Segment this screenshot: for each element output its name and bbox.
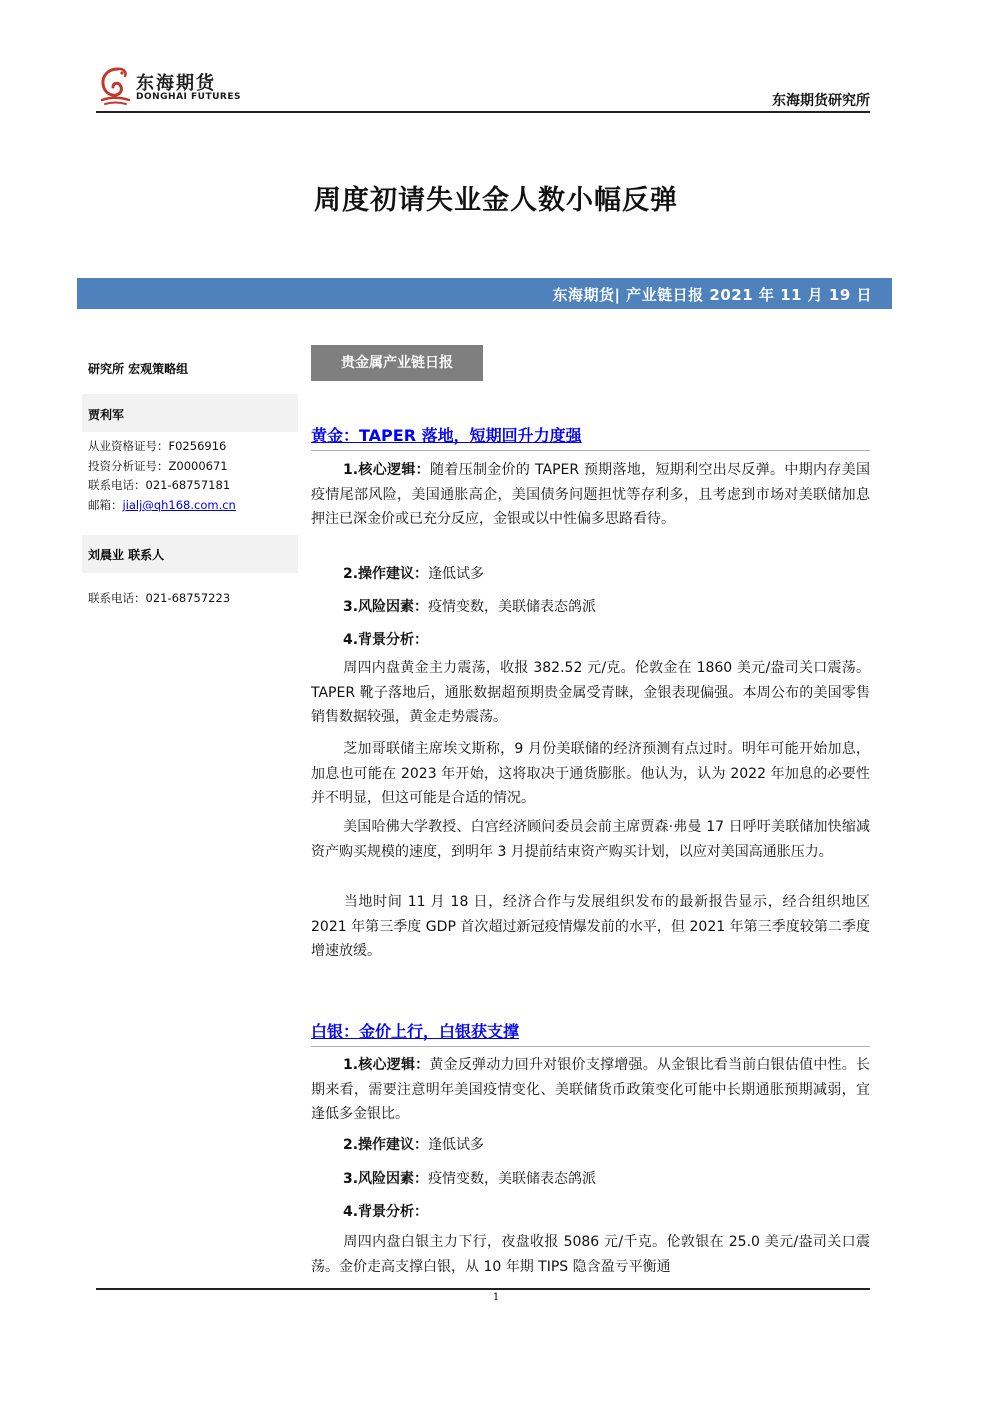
silver-paragraph bbox=[311, 1230, 870, 1279]
email-label: 邮箱： bbox=[88, 498, 123, 512]
silver-core-text: 黄金反弹动力回升对银价支撑增强。从金银比看当前白银估值中性。长期来看，需要注意明年美国疫情变化、美联储货币政策变化可能中长期通胀预期减弱，宜逢低多金银比。 bbox=[311, 1057, 871, 1122]
footer-divider bbox=[96, 1288, 870, 1290]
section-tag: 贵金属产业链日报 bbox=[311, 345, 483, 381]
gold-core-label: 1.核心逻辑： bbox=[343, 462, 430, 478]
gold-heading[interactable]: 黄金：TAPER 落地，短期回升力度强 bbox=[311, 426, 582, 445]
gold-advice-label: 2.操作建议： bbox=[343, 566, 429, 582]
logo-english-text: DONGHAI FUTURES bbox=[136, 92, 241, 102]
gold-core-logic bbox=[311, 458, 870, 532]
gold-advice bbox=[343, 563, 484, 583]
gold-paragraph bbox=[311, 815, 870, 864]
silver-core-logic bbox=[311, 1053, 870, 1127]
silver-heading[interactable]: 白银：金价上行，白银获支撑 bbox=[311, 1022, 520, 1041]
gold-risk-text: 疫情变数，美联储表态鸽派 bbox=[428, 599, 597, 615]
gold-advice-text: 逢低试多 bbox=[428, 566, 485, 582]
banner-text: 东海期货| 产业链日报 2021 年 11 月 19 日 bbox=[552, 286, 872, 304]
gold-heading-rule bbox=[311, 450, 870, 451]
gold-risk-label: 3.风险因素： bbox=[343, 599, 429, 615]
header-divider bbox=[96, 111, 870, 113]
gold-background bbox=[343, 629, 428, 649]
institute-name: 东海期货研究所 bbox=[772, 93, 870, 109]
silver-heading-rule bbox=[311, 1046, 870, 1047]
qualification-number: 从业资格证号：F0256916 bbox=[88, 439, 227, 453]
silver-bg-label: 4.背景分析： bbox=[343, 1204, 429, 1220]
silver-paragraph-text: 周四内盘白银主力下行，夜盘收报 5086 元/千克。伦敦银在 25.0 美元/盎司关口震荡。金价走高支撑白银，从 10 年期 TIPS 隐含盈亏平衡通 bbox=[311, 1234, 870, 1275]
dragon-logo-icon bbox=[98, 66, 132, 106]
silver-risk-label: 3.风险因素： bbox=[343, 1171, 429, 1187]
analysis-cert-number: 投资分析证号：Z0000671 bbox=[88, 459, 228, 473]
page-number: 1 bbox=[492, 1292, 500, 1303]
gold-paragraph-text: 周四内盘黄金主力震荡，收报 382.52 元/克。伦敦金在 1860 美元/盎司关口震荡。TAPER 靴子落地后，通胀数据超预期贵金属受青睐，金银表现偏强。本周公布的美国零售销售数据较强，黄金走势震荡。 bbox=[311, 660, 870, 725]
report-title: 周度初请失业金人数小幅反弹 bbox=[314, 185, 678, 216]
analyst-name: 贾利军 bbox=[88, 408, 125, 422]
silver-advice-label: 2.操作建议： bbox=[343, 1137, 429, 1153]
gold-bg-label: 4.背景分析： bbox=[343, 632, 429, 648]
gold-paragraph-text: 芝加哥联储主席埃文斯称，9 月份美联储的经济预测有点过时。明年可能开始加息，加息也可能在 2023 年开始，这将取决于通货膨胀。他认为，认为 2022 年加息的必要性并不明显，但这可能是合适的情况。 bbox=[311, 741, 870, 806]
gold-risk bbox=[343, 596, 596, 616]
analyst-email-line bbox=[88, 497, 236, 513]
gold-paragraph-text: 美国哈佛大学教授、白宫经济顾问委员会前主席贾森·弗曼 17 日呼吁美联储加快缩减资产购买规模的速度，到明年 3 月提前结束资产购买计划，以应对美国高通胀压力。 bbox=[311, 819, 870, 860]
email-link[interactable]: jialj@qh168.com.cn bbox=[122, 498, 236, 512]
company-logo bbox=[96, 66, 241, 108]
silver-core-label: 1.核心逻辑： bbox=[343, 1057, 430, 1073]
contact-name: 刘晨业 联系人 bbox=[88, 548, 165, 562]
contact-phone: 联系电话：021-68757223 bbox=[88, 591, 231, 605]
gold-paragraph bbox=[311, 656, 870, 730]
logo-chinese-text: 东海期货 bbox=[136, 73, 216, 94]
gold-paragraph bbox=[311, 737, 870, 811]
gold-paragraph-text: 当地时间 11 月 18 日，经济合作与发展组织发布的最新报告显示，经合组织地区 2021 年第三季度 GDP 首次超过新冠疫情爆发前的水平，但 2021 年第三季度较第二季度增速放缓。 bbox=[311, 894, 870, 959]
silver-advice-text: 逢低试多 bbox=[428, 1137, 485, 1153]
department-label: 研究所 宏观策略组 bbox=[88, 362, 189, 376]
gold-paragraph bbox=[311, 890, 870, 964]
report-banner bbox=[77, 278, 892, 309]
silver-background bbox=[343, 1201, 428, 1221]
gold-core-text: 随着压制金价的 TAPER 预期落地，短期利空出尽反弹。中期内存美国疫情尾部风险，美国通胀高企，美国债务问题担忧等存利多，且考虑到市场对美联储加息押注已深金价或已充分反应，金银或以中性偏多思路看待。 bbox=[311, 462, 870, 527]
silver-risk bbox=[343, 1168, 596, 1188]
silver-advice bbox=[343, 1134, 484, 1154]
analyst-phone: 联系电话：021-68757181 bbox=[88, 478, 231, 492]
silver-risk-text: 疫情变数，美联储表态鸽派 bbox=[428, 1171, 597, 1187]
